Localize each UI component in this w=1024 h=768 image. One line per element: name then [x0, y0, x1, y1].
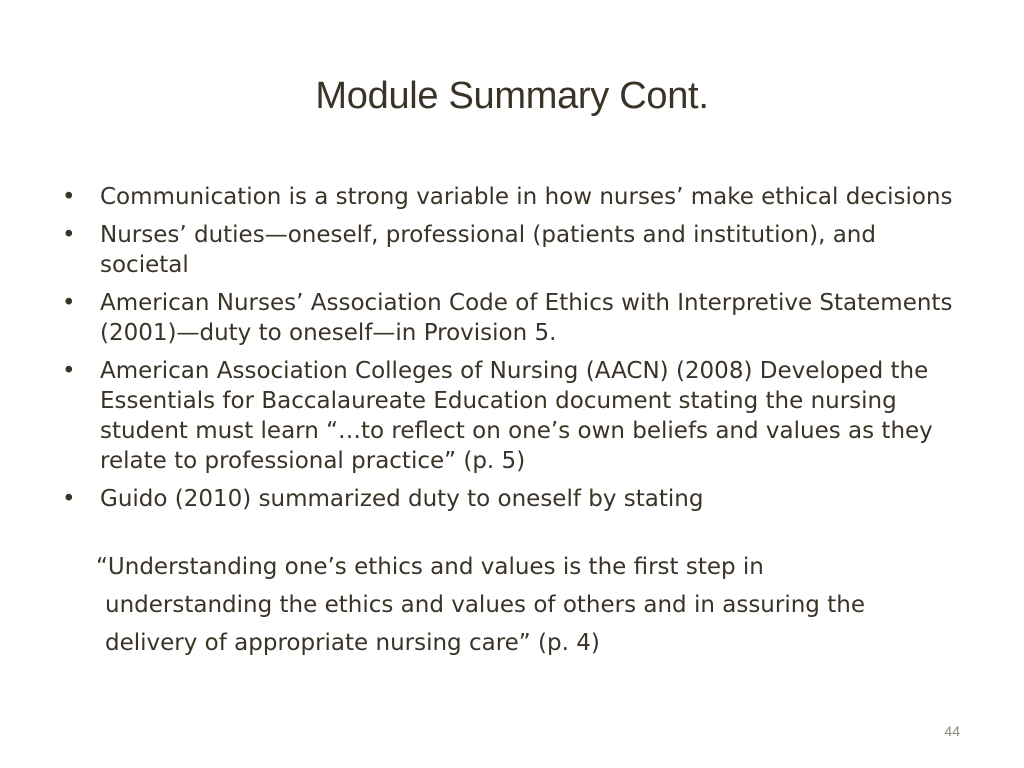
page-number: 44: [944, 723, 960, 739]
bullet-text: Communication is a strong variable in how nurses’ make ethical decisions: [100, 184, 953, 210]
bullet-item-aacn-essentials: [62, 356, 967, 476]
slide-title: Module Summary Cont.: [315, 75, 709, 117]
bullet-item-ana-code: [62, 288, 967, 348]
bullet-marker: •: [62, 184, 76, 210]
bullet-marker: •: [62, 486, 76, 512]
guido-quote: [96, 548, 976, 662]
quote-line: understanding the ethics and values of others and in assuring the: [105, 592, 865, 618]
bullet-marker: •: [62, 222, 76, 248]
bullet-text: Nurses’ duties—oneself, professional (patients and institution), and societal: [100, 222, 876, 278]
bullet-text: Guido (2010) summarized duty to oneself by stating: [100, 486, 704, 512]
bullet-text: American Association Colleges of Nursing (AACN) (2008) Developed the Essentials for Baccalaureate Education document stating the nursing student must learn “…to reflect on one’s own beliefs and values as they relate to professional practice” (p. 5): [100, 358, 933, 474]
bullet-list: [62, 182, 967, 522]
bullet-item-nurses-duties: [62, 220, 967, 280]
bullet-item-guido: [62, 484, 967, 514]
quote-line: delivery of appropriate nursing care” (p. 4): [105, 630, 600, 656]
bullet-marker: •: [62, 290, 76, 316]
bullet-text: American Nurses’ Association Code of Ethics with Interpretive Statements (2001)—duty to oneself—in Provision 5.: [100, 290, 953, 346]
bullet-marker: •: [62, 358, 76, 384]
quote-line: “Understanding one’s ethics and values is the first step in: [96, 554, 764, 580]
bullet-item-communication: [62, 182, 967, 212]
